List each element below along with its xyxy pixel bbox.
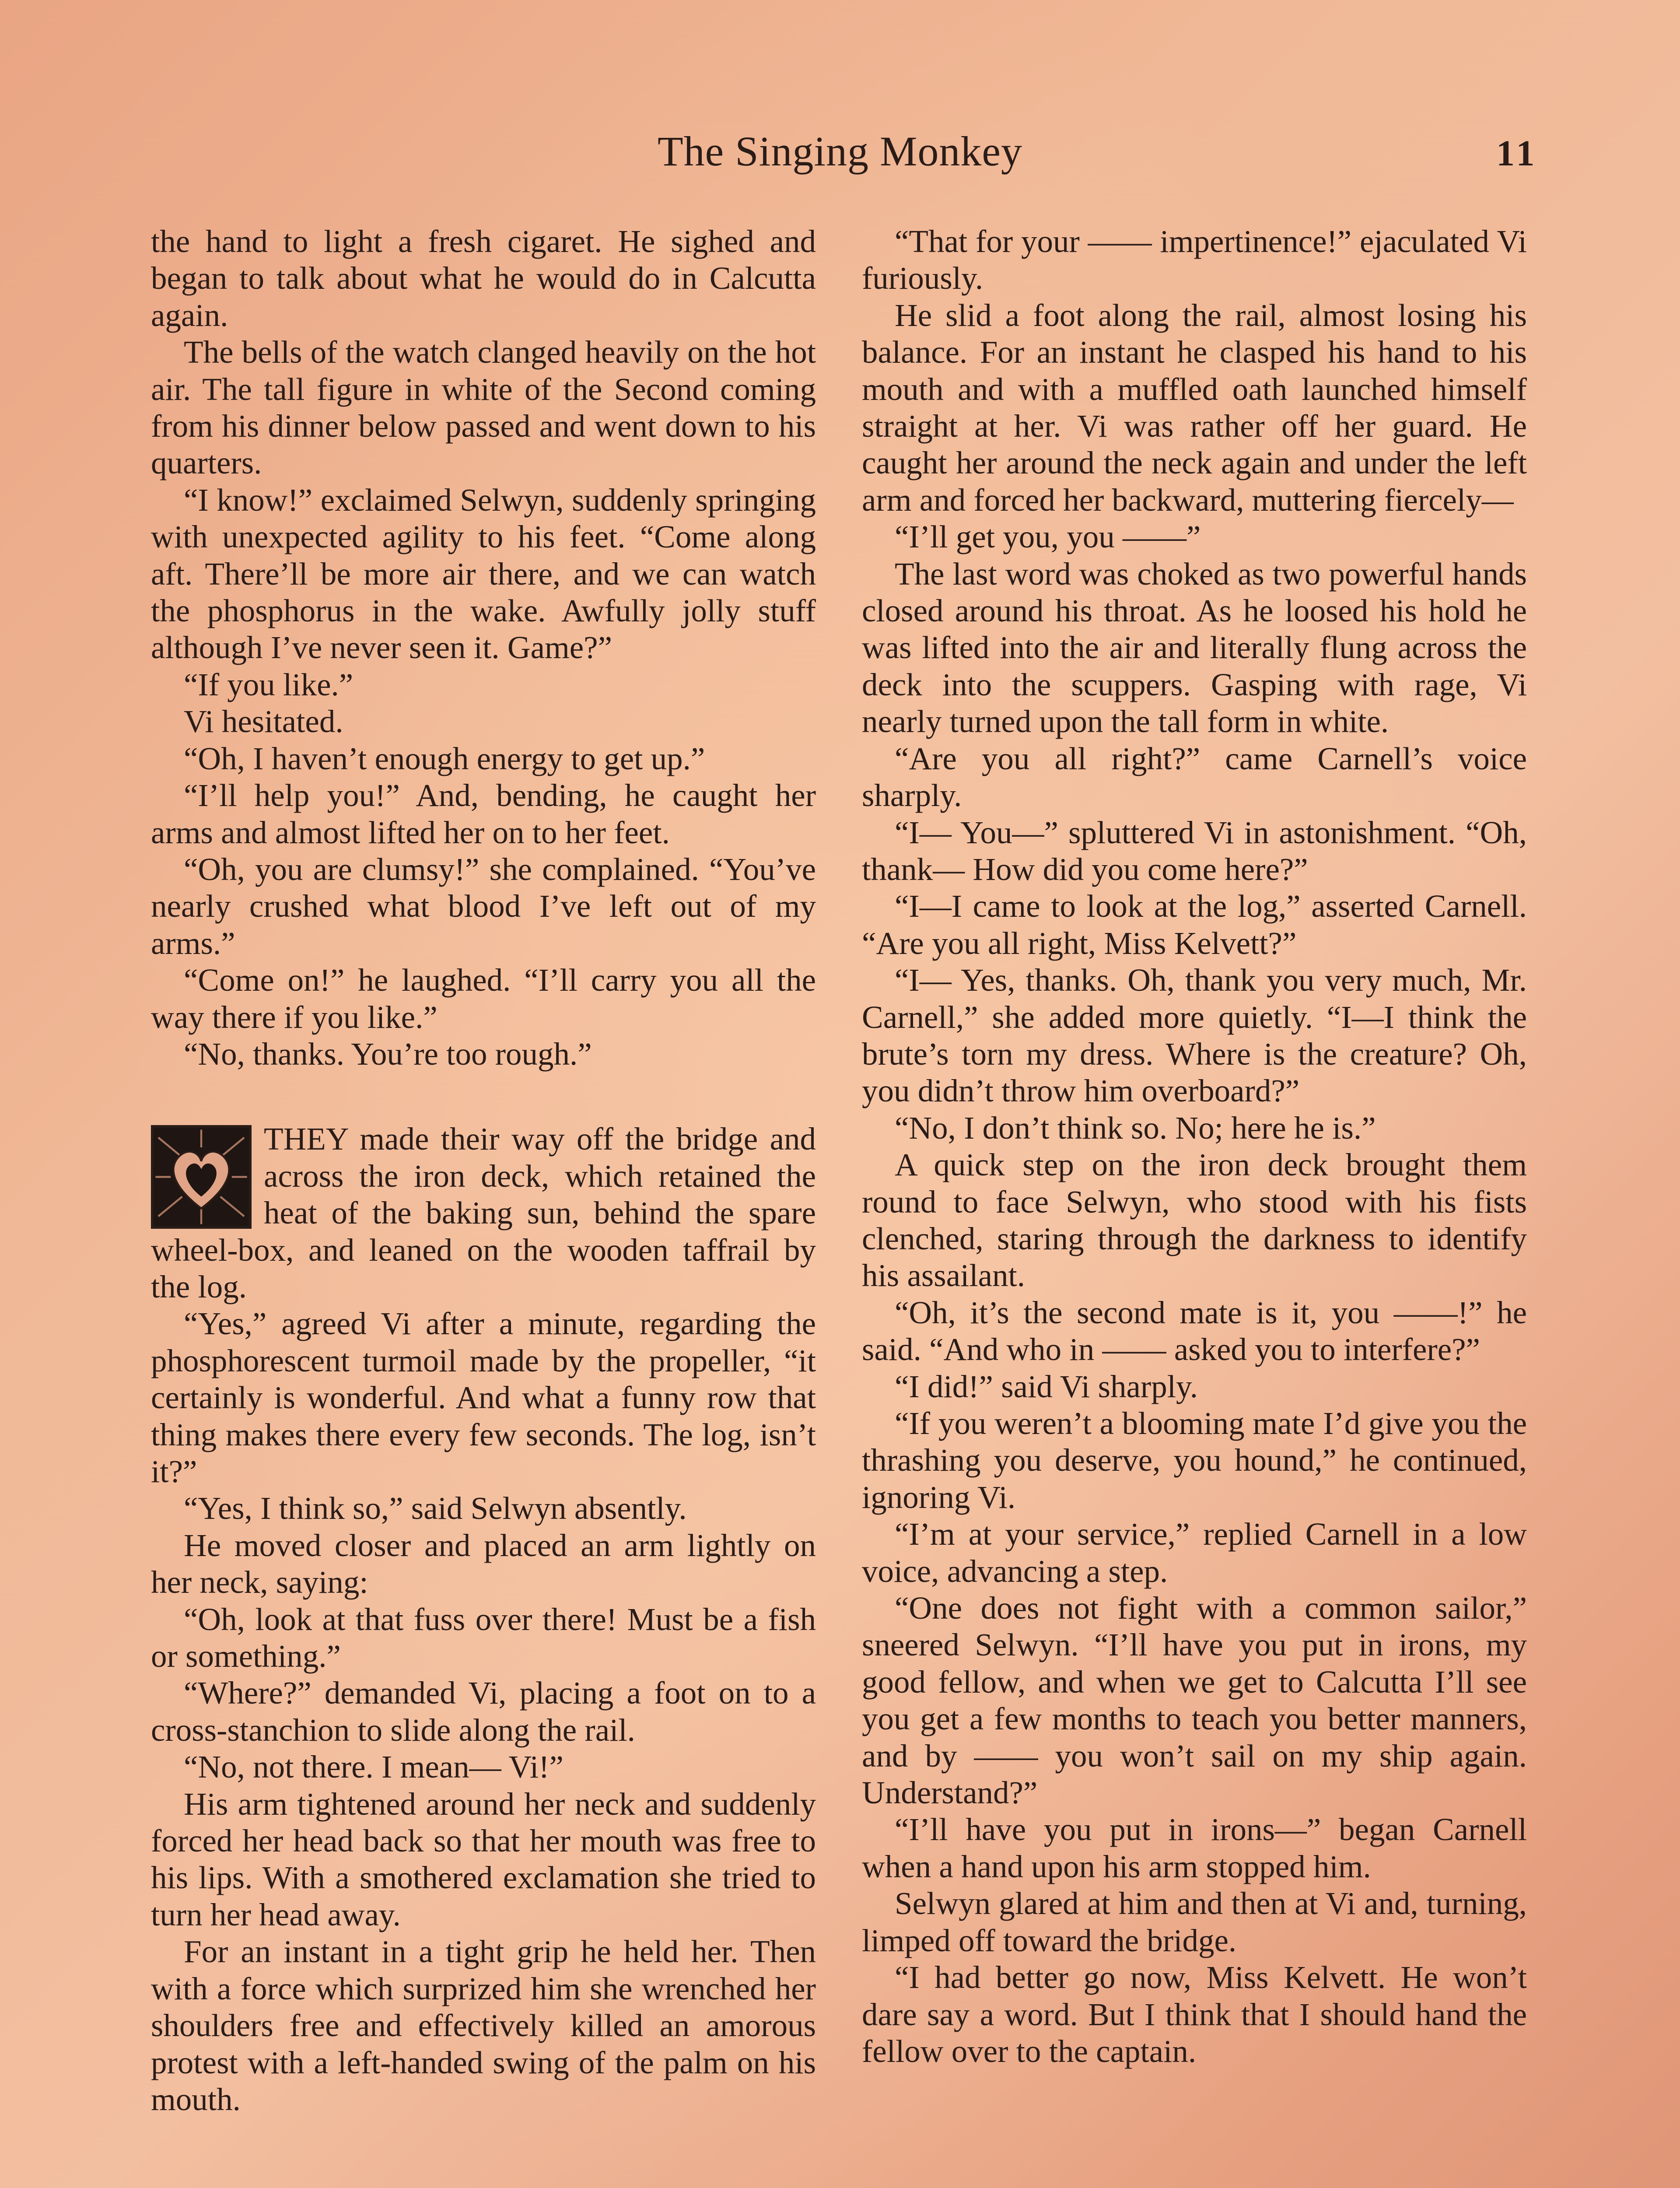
paragraph: THEY made their way off the bridge and across the iron deck, which retained the heat of the baking sun, behind the spare wheel-box, and leaned on the wooden taffrail by the log. (151, 1121, 816, 1304)
paragraph: Selwyn glared at him and then at Vi and, turning, limped off toward the bridge. (862, 1886, 1527, 1958)
paragraph: For an instant in a tight grip he held her. Then with a force which surprized him she wrenched her shoulders free and effectively killed an amorous protest with a left-handed swing of the palm on his mouth. (151, 1934, 816, 2117)
paragraph: “Yes,” agreed Vi after a minute, regarding the phosphorescent turmoil made by the propeller, “it certainly is wonderful. And what a funny row that thing makes there every few seconds. The log, isn’t it?” (151, 1306, 816, 1489)
paragraph: The last word was choked as two powerful hands closed around his throat. As he loosed his hold he was lifted into the air and literally flung across the deck into the scuppers. Gasping with rage, Vi nearly turned upon the tall form in white. (862, 556, 1527, 740)
paragraph: Vi hesitated. (184, 704, 343, 740)
paragraph: The bells of the watch clanged heavily on the hot air. The tall figure in white of the Second coming from his dinner below passed and went down to his quarters. (151, 334, 816, 481)
page-number: 11 (1496, 133, 1538, 174)
paragraph: “That for your —— impertinence!” ejaculated Vi furiously. (862, 224, 1527, 296)
paragraph: “I— Yes, thanks. Oh, thank you very much, Mr. Carnell,” she added more quietly. “I—I think the brute’s torn my dress. Where is the creature? Oh, you didn’t throw him overboard?” (862, 962, 1527, 1109)
paragraph: “No, I don’t think so. No; here he is.” (895, 1110, 1376, 1146)
paragraph: “I—I came to look at the log,” asserted Carnell. “Are you all right, Miss Kelvett?” (862, 888, 1527, 961)
paragraph: “I know!” exclaimed Selwyn, suddenly springing with unexpected agility to his feet. “Come along aft. There’ll be more air there, and we can watch the phosphorus in the wake. Awfully jolly stuff although I’ve never seen it. Game?” (151, 482, 816, 666)
paragraph: the hand to light a fresh cigaret. He sighed and began to talk about what he would do in Calcutta again. (151, 224, 816, 333)
running-title: The Singing Monkey (658, 128, 1022, 175)
paragraph: “I’ll have you put in irons—” began Carnell when a hand upon his arm stopped him. (862, 1812, 1527, 1884)
section-break (151, 1073, 816, 1121)
paragraph: “Oh, you are clumsy!” she complained. “You’ve nearly crushed what blood I’ve left out of my arms.” (151, 851, 816, 961)
paragraph: A quick step on the iron deck brought them round to face Selwyn, who stood with his fists clenched, staring through the darkness to identify his assailant. (862, 1147, 1527, 1294)
paragraph: “Yes, I think so,” said Selwyn absently. (184, 1490, 687, 1526)
paragraph: “If you like.” (184, 666, 354, 702)
paragraph: “I did!” said Vi sharply. (895, 1368, 1198, 1404)
heart-ornament-icon (151, 1125, 252, 1229)
paragraph: “If you weren’t a blooming mate I’d give you the thrashing you deserve, you hound,” he continued, ignoring Vi. (862, 1406, 1527, 1515)
page-header (0, 127, 1680, 188)
paragraph: “No, not there. I mean— Vi!” (184, 1749, 564, 1785)
paragraph: “Oh, I haven’t enough energy to get up.” (184, 740, 705, 776)
paragraph: “Oh, look at that fuss over there! Must be a fish or something.” (151, 1601, 816, 1674)
paragraph: “I— You—” spluttered Vi in astonishment. “Oh, thank— How did you come here?” (862, 814, 1527, 887)
paragraph: “Where?” demanded Vi, placing a foot on to a cross-stanchion to slide along the rail. (151, 1675, 816, 1748)
paragraph: He moved closer and placed an arm lightly on her neck, saying: (151, 1527, 816, 1600)
paragraph: “No, thanks. You’re too rough.” (184, 1036, 592, 1072)
left-column (151, 223, 816, 2118)
section-opening (151, 1121, 816, 1305)
right-column (862, 223, 1527, 2070)
paragraph: “I’m at your service,” replied Carnell in a low voice, advancing a step. (862, 1516, 1527, 1589)
paragraph: “Are you all right?” came Carnell’s voice sharply. (862, 740, 1527, 813)
paragraph: “Come on!” he laughed. “I’ll carry you all the way there if you like.” (151, 962, 816, 1035)
paragraph: “I’ll help you!” And, bending, he caught her arms and almost lifted her on to her feet. (151, 778, 816, 850)
paragraph: He slid a foot along the rail, almost losing his balance. For an instant he clasped his hand to his mouth and with a muffled oath launched himself straight at her. Vi was rather off her guard. He caught her around the neck again and under the left arm and forced her backward, muttering fiercely— (862, 297, 1527, 518)
paragraph: His arm tightened around her neck and suddenly forced her head back so that her mouth was free to his lips. With a smothered exclamation she tried to turn her head away. (151, 1786, 816, 1932)
paragraph: “One does not fight with a common sailor,” sneered Selwyn. “I’ll have you put in irons, my good fellow, and when we get to Calcutta I’ll see you get a few months to teach you better manners, and by —— you won’t sail on my ship again. Understand?” (862, 1590, 1527, 1811)
paragraph: “Oh, it’s the second mate is it, you ——!” he said. “And who in —— asked you to interfere?” (862, 1294, 1527, 1368)
paragraph: “I had better go now, Miss Kelvett. He won’t dare say a word. But I think that I should hand the fellow over to the captain. (862, 1960, 1527, 2069)
paragraph: “I’ll get you, you ——” (895, 519, 1201, 555)
